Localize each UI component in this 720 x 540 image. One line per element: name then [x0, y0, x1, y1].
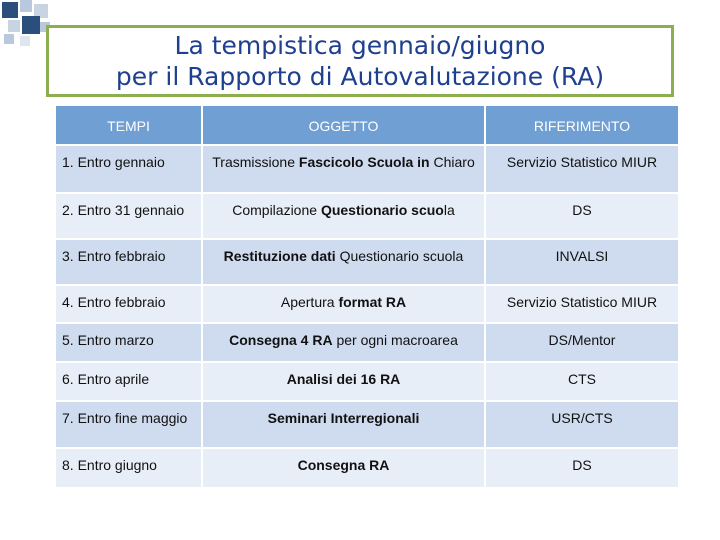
cell-tempi: 8. Entro giugno: [56, 449, 201, 487]
cell-tempi: 6. Entro aprile: [56, 363, 201, 400]
decor-square: [20, 0, 32, 12]
decor-square: [2, 2, 18, 18]
table-row: [56, 324, 678, 361]
title-line-1: La tempistica gennaio/giugno: [174, 31, 546, 60]
cell-tempi: 3. Entro febbraio: [56, 240, 201, 284]
header-tempi: TEMPI: [56, 106, 201, 144]
schedule-table: [54, 104, 680, 489]
decor-square: [20, 36, 30, 46]
table-row: [56, 286, 678, 322]
cell-riferimento: USR/CTS: [486, 402, 678, 447]
cell-riferimento: INVALSI: [486, 240, 678, 284]
cell-riferimento: DS: [486, 449, 678, 487]
cell-oggetto: Seminari Interregionali: [203, 402, 484, 447]
cell-oggetto: Restituzione dati Questionario scuola: [203, 240, 484, 284]
cell-tempi: 5. Entro marzo: [56, 324, 201, 361]
cell-riferimento: Servizio Statistico MIUR: [486, 286, 678, 322]
table-row: [56, 146, 678, 192]
cell-riferimento: DS/Mentor: [486, 324, 678, 361]
table-row: [56, 194, 678, 238]
cell-oggetto: Trasmissione Fascicolo Scuola in Chiaro: [203, 146, 484, 192]
decor-square: [8, 20, 20, 32]
cell-oggetto: Compilazione Questionario scuola: [203, 194, 484, 238]
title-line-2: per il Rapporto di Autovalutazione (RA): [115, 62, 605, 91]
cell-tempi: 7. Entro fine maggio: [56, 402, 201, 447]
table-row: [56, 363, 678, 400]
cell-oggetto: Analisi dei 16 RA: [203, 363, 484, 400]
cell-riferimento: DS: [486, 194, 678, 238]
table-row: [56, 449, 678, 487]
header-oggetto: OGGETTO: [203, 106, 484, 144]
decor-square: [4, 34, 14, 44]
decor-square: [22, 16, 40, 34]
cell-oggetto: Consegna RA: [203, 449, 484, 487]
table-row: [56, 402, 678, 447]
cell-riferimento: Servizio Statistico MIUR: [486, 146, 678, 192]
cell-riferimento: CTS: [486, 363, 678, 400]
cell-tempi: 2. Entro 31 gennaio: [56, 194, 201, 238]
cell-tempi: 1. Entro gennaio: [56, 146, 201, 192]
cell-oggetto: Apertura format RA: [203, 286, 484, 322]
cell-tempi: 4. Entro febbraio: [56, 286, 201, 322]
header-row: [56, 106, 678, 144]
slide-title: [46, 25, 674, 97]
table-row: [56, 240, 678, 284]
header-riferimento: RIFERIMENTO: [486, 106, 678, 144]
cell-oggetto: Consegna 4 RA per ogni macroarea: [203, 324, 484, 361]
